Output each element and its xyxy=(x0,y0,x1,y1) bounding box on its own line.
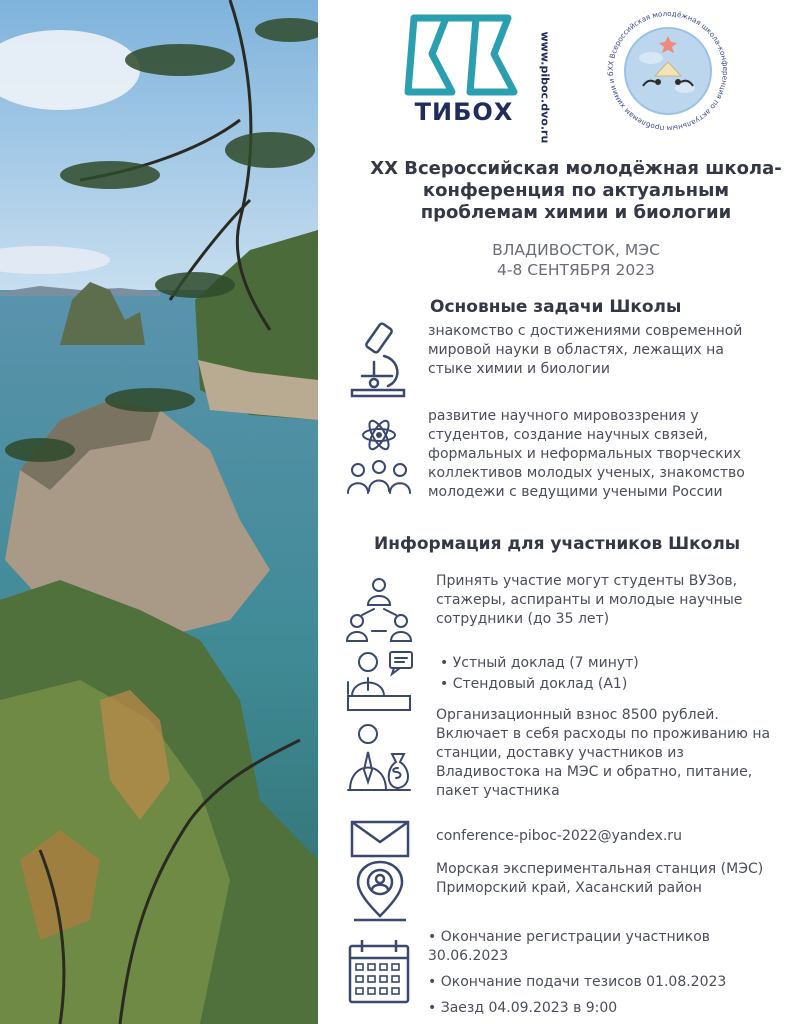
tasks-heading: Основные задачи Школы xyxy=(430,297,682,317)
content-panel xyxy=(318,0,793,1024)
place-city: ВЛАДИВОСТОК, МЭС xyxy=(492,241,660,259)
microscope-icon xyxy=(344,320,414,400)
participants-text: Принять участие могут студенты ВУЗов, стажеры, аспиранты и молодые научные сотрудники (до 35 лет) xyxy=(436,573,743,627)
deadline-abstracts: • Окончание подачи тезисов 01.08.2023 xyxy=(428,973,778,992)
speaker-icon xyxy=(344,648,414,713)
report-poster: • Стендовый доклад (А1) xyxy=(440,675,780,694)
conference-title: XX Всероссийская молодёжная школа-конференция по актуальным проблемам химии и биологии xyxy=(370,158,782,223)
report-oral: • Устный доклад (7 минут) xyxy=(440,654,780,673)
report-types xyxy=(440,654,780,696)
fee-text: Организационный взнос 8500 рублей. Включает в себя расходы по проживанию на станции, доставку участников из Владивостока на МЭС и обратно, питание, пакет участника xyxy=(436,707,771,799)
money-bag-person-icon xyxy=(344,720,414,810)
atom-people-icon xyxy=(344,415,414,505)
coastal-photo xyxy=(0,0,318,1024)
location-pin-icon xyxy=(344,860,414,930)
badge-text: XX Всероссийская молодёжная школа-конференция по актуальным проблемам химии и б xyxy=(605,8,731,134)
conference-badge xyxy=(603,6,733,136)
place-dates xyxy=(366,240,786,280)
email-text[interactable]: conference-piboc-2022@yandex.ru xyxy=(436,828,682,844)
flask-logo-icon xyxy=(404,14,524,96)
deadlines-list xyxy=(428,928,778,1020)
logo-name: ТИБОХ xyxy=(414,98,514,126)
info-heading: Информация для участников Школы xyxy=(374,534,741,554)
dates: 4-8 СЕНТЯБРЯ 2023 xyxy=(497,261,655,279)
team-icon xyxy=(344,570,414,650)
arrival-date: • Заезд 04.09.2023 в 9:00 xyxy=(428,999,778,1018)
task-2-text: развитие научного мировоззрения у студентов, создание научных связей, формальных и неформальных творческих коллективов молодых ученых, знакомство молодежи с ведущими учеными России xyxy=(428,408,745,500)
calendar-icon xyxy=(344,938,414,1008)
location-text: Морская экспериментальная станция (МЭС) Приморский край, Хасанский район xyxy=(436,861,764,896)
task-1-text: знакомство с достижениями современной мировой науки в областях, лежащих на стыке химии и биологии xyxy=(428,323,743,377)
tiboh-logo xyxy=(400,14,552,144)
logo-url: www.piboc.dvo.ru xyxy=(538,31,552,144)
deadline-registration: • Окончание регистрации участников 30.06.2023 xyxy=(428,928,778,966)
envelope-icon xyxy=(344,818,414,858)
